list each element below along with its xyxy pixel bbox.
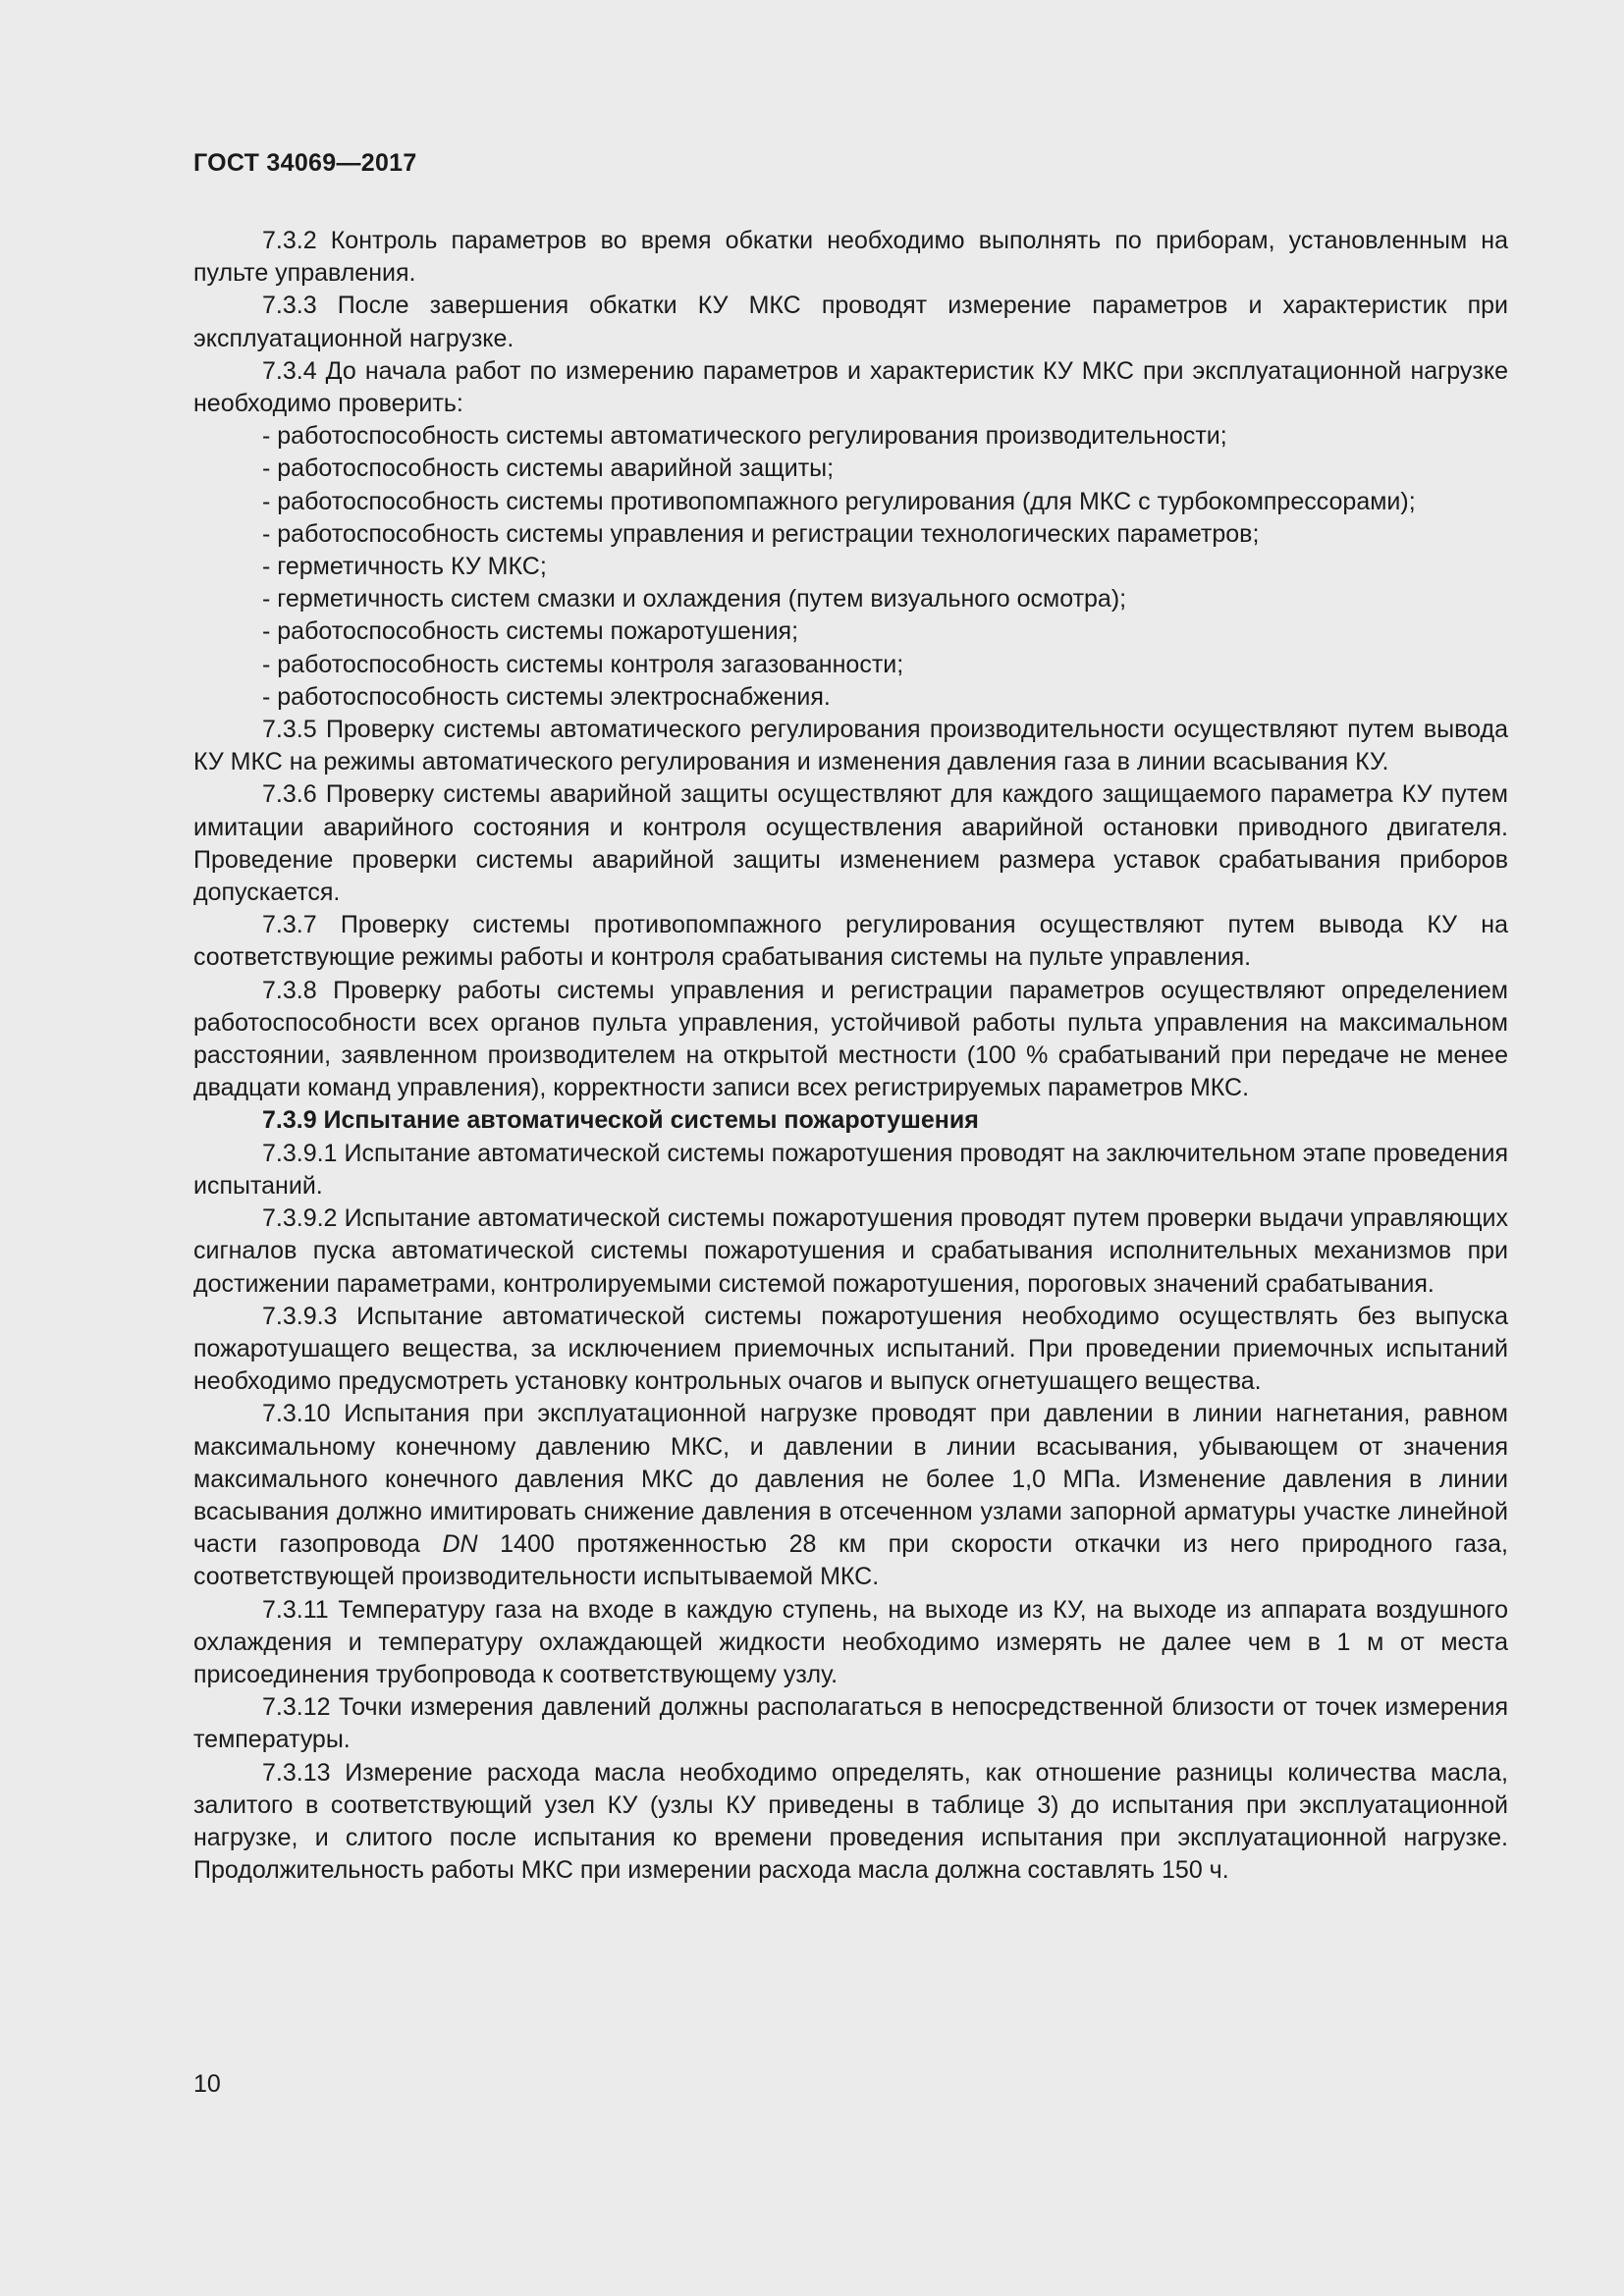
list-item: - работоспособность системы управления и регистрации технологических параметров; <box>262 519 1260 548</box>
paragraph-7-3-7: 7.3.7 Проверку системы противопомпажного регулирования осуществляют путем вывода КУ на соответствующие режимы работы и контроля срабатывания системы на пульте управления. <box>193 911 1508 972</box>
paragraph-7-3-10 <box>193 1398 1508 1593</box>
list-item: - герметичность систем смазки и охлаждения (путем визуального осмотра); <box>262 585 1127 614</box>
paragraph-7-3-6: 7.3.6 Проверку системы аварийной защиты осуществляют для каждого защищаемого параметра КУ путем имитации аварийного состояния и контроля осуществления аварийной остановки приводного двигателя. Проведение проверки системы аварийной защиты изменением размера уставок срабатывания приборов допускается. <box>193 780 1508 907</box>
list-item: - герметичность КУ МКС; <box>262 553 547 581</box>
document-body <box>193 225 1508 1887</box>
document-header: ГОСТ 34069—2017 <box>193 149 417 177</box>
dn-notation: DN <box>442 1530 478 1559</box>
paragraph-7-3-9-2: 7.3.9.2 Испытание автоматической системы пожаротушения проводят путем проверки выдачи управляющих сигналов пуска автоматической системы пожаротушения и срабатывания исполнительных механизмов при достижении параметрами, контролируемыми системой пожаротушения, пороговых значений срабатывания. <box>193 1204 1508 1298</box>
paragraph-7-3-2: 7.3.2 Контроль параметров во время обкатки необходимо выполнять по приборам, установленным на пульте управления. <box>193 227 1508 288</box>
section-heading-7-3-9: 7.3.9 Испытание автоматической системы пожаротушения <box>262 1106 979 1135</box>
paragraph-7-3-9-3: 7.3.9.3 Испытание автоматической системы пожаротушения необходимо осуществлять без выпуска пожаротушащего вещества, за исключением приемочных испытаний. При проведении приемочных испытаний необходимо предусмотреть установку контрольных очагов и выпуск огнетушащего вещества. <box>193 1302 1508 1396</box>
paragraph-text: 1400 протяженностью 28 км при скорости откачки из него природного газа, соответствующей производительности испытываемой МКС. <box>193 1530 1508 1591</box>
list-item: - работоспособность системы пожаротушения; <box>262 617 799 646</box>
list-item: - работоспособность системы аварийной защиты; <box>262 454 835 483</box>
paragraph-7-3-8: 7.3.8 Проверку работы системы управления и регистрации параметров осуществляют определением работоспособности всех органов пульта управления, устойчивой работы пульта управления на максимальном расстоянии, заявленном производителем на открытой местности (100 % срабатываний при передаче не менее двадцати команд управления), корректности записи всех регистрируемых параметров МКС. <box>193 976 1508 1102</box>
paragraph-7-3-9-1: 7.3.9.1 Испытание автоматической системы пожаротушения проводят на заключительном этапе проведения испытаний. <box>193 1139 1508 1200</box>
paragraph-7-3-3: 7.3.3 После завершения обкатки КУ МКС проводят измерение параметров и характеристик при эксплуатационной нагрузке. <box>193 292 1508 352</box>
paragraph-7-3-13: 7.3.13 Измерение расхода масла необходимо определять, как отношение разницы количества масла, залитого в соответствующий узел КУ (узлы КУ приведены в таблице 3) до испытания при эксплуатационной нагрузке, и слитого после испытания ко времени проведения испытания при эксплуатационной нагрузке. Продолжительность работы МКС при измерении расхода масла должна составлять 150 ч. <box>193 1758 1508 1885</box>
paragraph-text: 7.3.10 Испытания при эксплуатационной нагрузке проводят при давлении в линии нагнетания, равном максимальному конечному давлению МКС, и давлении в линии всасывания, убывающем от значения максимального конечного давления МКС до давления не более 1,0 МПа. Изменение давления в линии всасывания должно имитировать снижение давления в отсеченном узлами запорной арматуры участке линейной части газопровода <box>193 1400 1508 1559</box>
list-item: - работоспособность системы контроля загазованности; <box>262 650 904 678</box>
check-list <box>193 420 1508 714</box>
paragraph-7-3-4: 7.3.4 До начала работ по измерению параметров и характеристик КУ МКС при эксплуатационной нагрузке необходимо проверить: <box>193 356 1508 418</box>
page-number: 10 <box>193 2070 221 2098</box>
list-item: - работоспособность системы автоматического регулирования производительности; <box>262 422 1227 451</box>
paragraph-7-3-11: 7.3.11 Температуру газа на входе в каждую ступень, на выходе из КУ, на выходе из аппарата воздушного охлаждения и температуру охлаждающей жидкости необходимо измерять не далее чем в 1 м от места присоединения трубопровода к соответствующему узлу. <box>193 1595 1508 1688</box>
paragraph-7-3-5: 7.3.5 Проверку системы автоматического регулирования производительности осуществляют путем вывода КУ МКС на режимы автоматического регулирования и изменения давления газа в линии всасывания КУ. <box>193 716 1508 776</box>
list-item: - работоспособность системы электроснабжения. <box>262 682 831 711</box>
paragraph-7-3-12: 7.3.12 Точки измерения давлений должны располагаться в непосредственной близости от точек измерения температуры. <box>193 1693 1508 1754</box>
list-item: - работоспособность системы противопомпажного регулирования (для МКС с турбокомпрессорами); <box>262 487 1416 515</box>
